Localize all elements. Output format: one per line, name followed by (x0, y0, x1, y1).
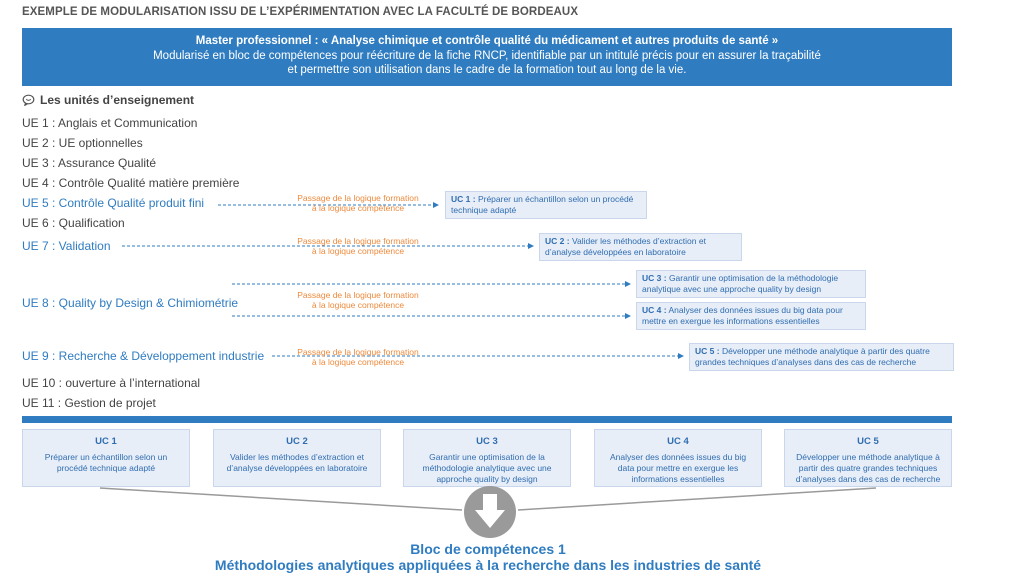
ue-item-11: UE 11 : Gestion de projet (22, 396, 156, 410)
uc-link-text: Développer une méthode analytique à partir des quatre grandes techniques d’analyses dans des cas de recherche (695, 346, 930, 367)
section-separator (22, 416, 952, 423)
uc-link-code: UC 1 : (451, 194, 476, 204)
uc-link-code: UC 2 : (545, 236, 570, 246)
ue-item-6: UE 6 : Qualification (22, 216, 125, 230)
passage-label-3 (283, 290, 433, 310)
uc-card-text: Garantir une optimisation de la méthodologie analytique avec une approche quality by design (422, 452, 552, 484)
uc-link-text: Garantir une optimisation de la méthodologie analytique avec une approche quality by design (642, 273, 839, 294)
uc-link-5 (689, 343, 954, 371)
ue-item-10: UE 10 : ouverture à l’international (22, 376, 201, 390)
uc-link-3 (636, 270, 866, 298)
ue-item-2: UE 2 : UE optionnelles (22, 136, 143, 150)
passage-line-1: Passage de la logique formation (297, 193, 419, 203)
uc-link-text: Valider les méthodes d’extraction et d’analyse développées en laboratoire (545, 236, 706, 257)
banner-line-1: Modularisé en bloc de compétences pour réécriture de la fiche RNCP, identifiable par un intitulé précis pour en assurer la traçabilité (153, 50, 821, 62)
uc-link-2 (539, 233, 742, 261)
uc-card-2 (213, 429, 381, 487)
ue-item-8: UE 8 : Quality by Design & Chimiométrie (22, 296, 239, 310)
merge-arrow-graphic (0, 486, 1024, 542)
bloc-title (0, 541, 976, 573)
uc-card-3 (403, 429, 571, 487)
passage-label-2 (283, 236, 433, 256)
ue-item-9: UE 9 : Recherche & Développement industrie (22, 349, 265, 363)
ue-item-7: UE 7 : Validation (22, 239, 111, 253)
passage-line-2: à la logique compétence (311, 300, 405, 310)
uc-card-text: Développer une méthode analytique à partir des quatre grandes techniques d’analyses dans des cas de recherche (795, 452, 941, 484)
passage-label-1 (283, 193, 433, 213)
uc-link-text: Analyser des données issues du big data pour mettre en exergue les informations essentielles (642, 305, 843, 326)
banner-title: Master professionnel : « Analyse chimique et contrôle qualité du médicament et autres produits de santé » (195, 35, 779, 47)
passage-line-2: à la logique compétence (311, 357, 405, 367)
ue-item-5: UE 5 : Contrôle Qualité produit fini (22, 196, 205, 210)
ue-item-3: UE 3 : Assurance Qualité (22, 156, 157, 170)
passage-line-2: à la logique compétence (311, 246, 405, 256)
uc-link-4 (636, 302, 866, 330)
ue-item-4: UE 4 : Contrôle Qualité matière première (22, 176, 240, 190)
ue-item-1: UE 1 : Anglais et Communication (22, 116, 198, 130)
uc-card-1 (22, 429, 190, 487)
bloc-title-line-1: Bloc de compétences 1 (410, 541, 566, 557)
merge-line-right (518, 488, 876, 510)
passage-line-1: Passage de la logique formation (297, 290, 419, 300)
ue-section-heading: Les unités d’enseignement (40, 93, 195, 107)
bloc-title-line-2: Méthodologies analytiques appliquées à la recherche dans les industries de santé (214, 557, 762, 573)
uc-card-title: UC 4 (667, 436, 689, 447)
page-title: EXEMPLE DE MODULARISATION ISSU DE L’EXPÉRIMENTATION AVEC LA FACULTÉ DE BORDEAUX (22, 6, 579, 18)
passage-line-2: à la logique compétence (311, 203, 405, 213)
passage-line-1: Passage de la logique formation (297, 236, 419, 246)
uc-card-4 (594, 429, 762, 487)
uc-card-text: Préparer un échantillon selon un procédé technique adapté (44, 452, 168, 473)
uc-card-5 (784, 429, 952, 487)
uc-card-text: Analyser des données issues du big data pour mettre en exergue les informations essentielles (609, 452, 747, 484)
uc-link-code: UC 4 : (642, 305, 667, 315)
passage-line-1: Passage de la logique formation (297, 347, 419, 357)
uc-link-1 (445, 191, 647, 219)
down-arrow-icon (464, 486, 516, 538)
uc-card-title: UC 5 (857, 436, 879, 447)
banner-line-2: et permettre son utilisation dans le cadre de la formation tout au long de la vie. (287, 64, 687, 76)
uc-card-text: Valider les méthodes d’extraction et d’analyse développées en laboratoire (226, 452, 368, 473)
uc-link-text: Préparer un échantillon selon un procédé technique adapté (451, 194, 634, 215)
uc-card-title: UC 1 (95, 436, 117, 447)
uc-card-title: UC 3 (476, 436, 498, 447)
uc-link-code: UC 3 : (642, 273, 667, 283)
passage-label-4 (283, 347, 433, 367)
merge-line-left (100, 488, 462, 510)
uc-card-title: UC 2 (286, 436, 308, 447)
uc-link-code: UC 5 : (695, 346, 720, 356)
